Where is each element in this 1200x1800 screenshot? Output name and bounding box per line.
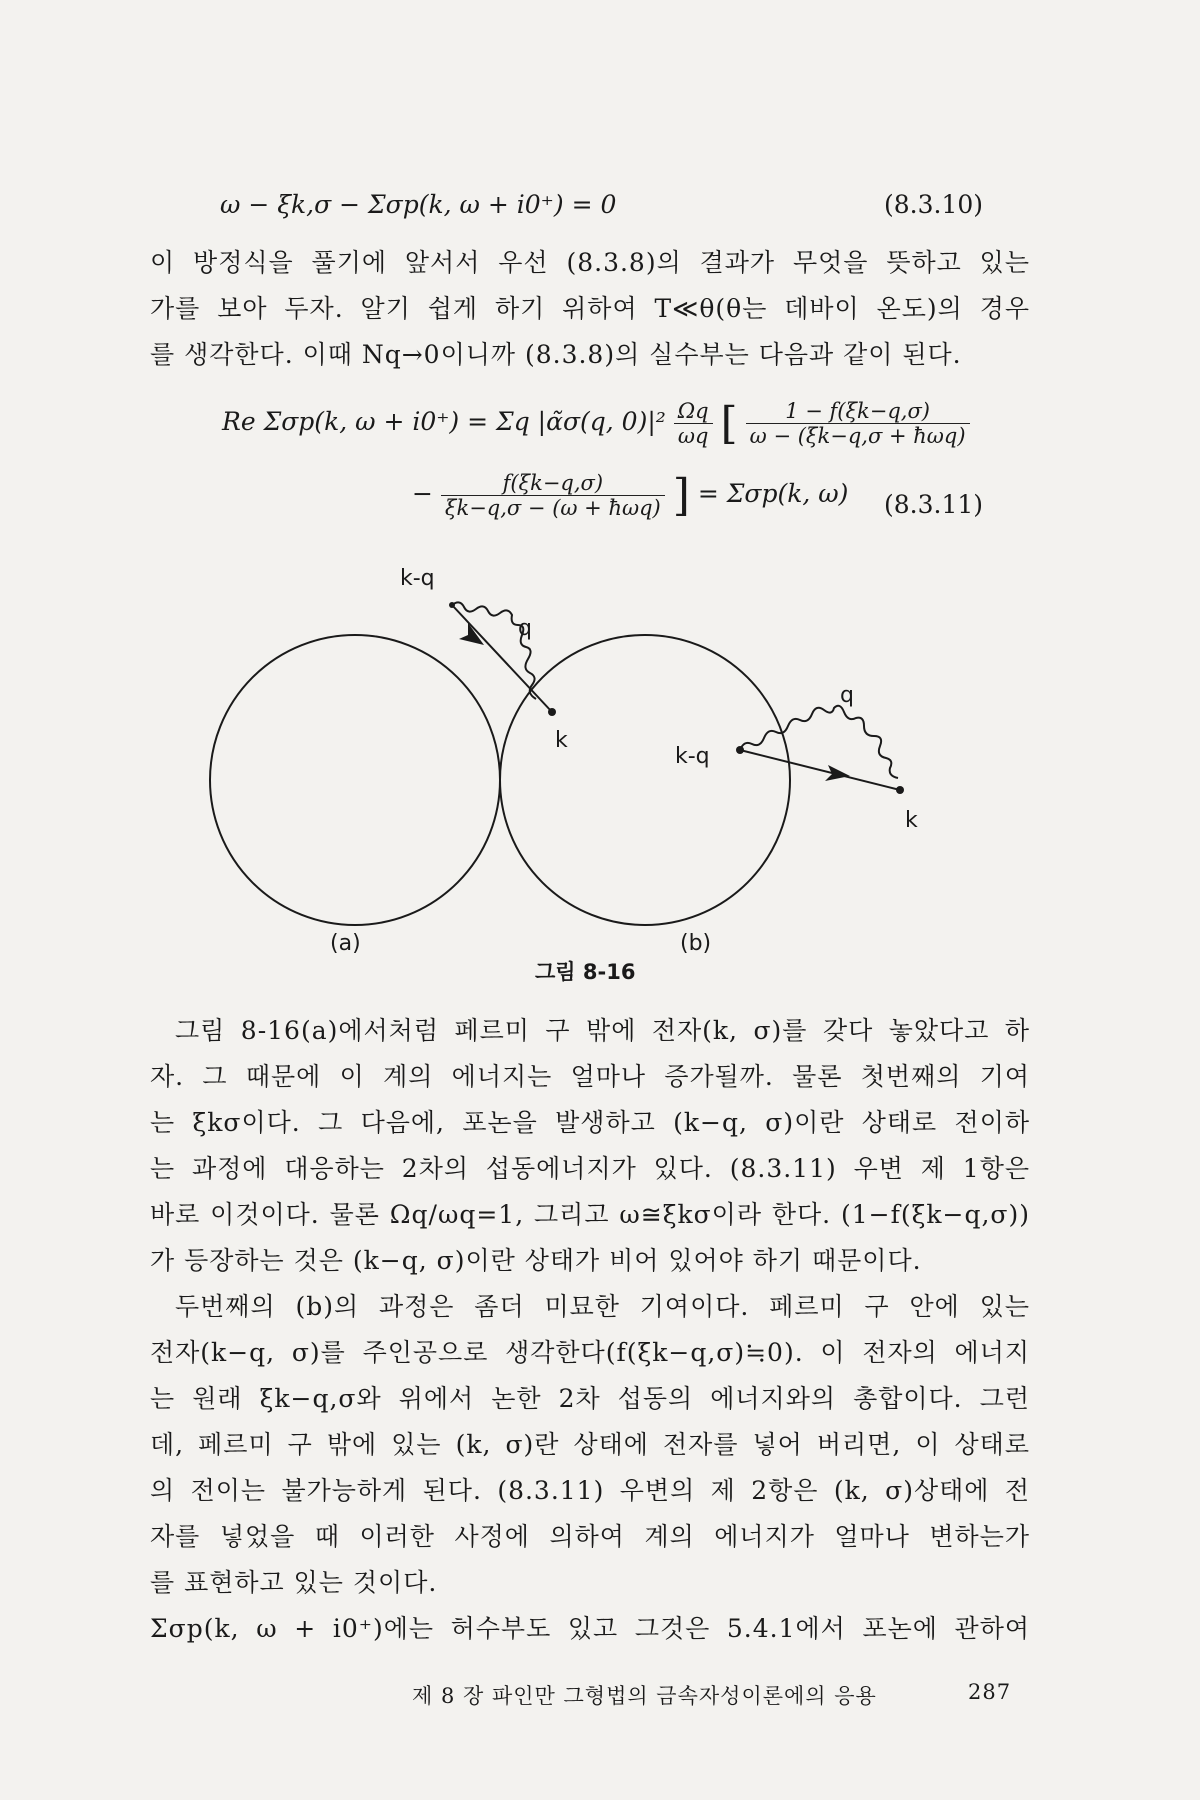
second-fraction (441, 471, 665, 520)
ratio-fraction (674, 399, 713, 448)
paragraph-line: 전자(k−q, σ)를 주인공으로 생각한다(f(ξk−q,σ)≒0). 이 전자의 에너지 (150, 1338, 1030, 1367)
figure-caption: 그림 8-16 (535, 960, 636, 984)
vertex-k-a (548, 708, 556, 716)
equation-number-8-3-10: (8.3.10) (884, 190, 984, 219)
phonon-wavy-line-b (740, 706, 898, 778)
label-kq-b: k-q (675, 744, 710, 769)
second-denominator: ξk−q,σ − (ω + ħωq) (444, 496, 661, 520)
vertex-kq-b (736, 746, 744, 754)
equation-8-3-11-line2: − $\frac{f(\xi k-q,\sigma)}{\text{ξk−q,σ − (ω + ħωq)}}$ ] = Σσp(k, ω) (412, 470, 849, 521)
equation-number-8-3-11: (8.3.11) (884, 490, 984, 519)
equation-rhs: = Σσp(k, ω) (697, 479, 849, 508)
fermi-sphere-a (210, 635, 500, 925)
paragraph-line: 가 등장하는 것은 (k−q, σ)이란 상태가 비어 있어야 하기 때문이다. (150, 1246, 922, 1275)
paragraph-process-b (150, 1284, 1030, 1606)
figure-panel-b (500, 635, 918, 956)
paragraph-line: 두번째의 (b)의 과정은 좀더 미묘한 기여이다. 페르미 구 안에 있는 (175, 1292, 1030, 1321)
figure-panel-a (210, 566, 568, 956)
paragraph-line: 자. 그 때문에 이 계의 에너지는 얼마나 증가될까. 물론 첫번째의 기여 (150, 1062, 1030, 1091)
paragraph-line: 바로 이것이다. 물론 Ωq/ωq=1, 그리고 ω≅ξkσ이라 한다. (1−f(ξk−q,σ)) (150, 1200, 1030, 1229)
paragraph-process-a (150, 1008, 1030, 1284)
paragraph-imaginary-part (150, 1606, 1030, 1652)
label-k-b: k (905, 808, 918, 833)
paragraph-line: 의 전이는 불가능하게 된다. (8.3.11) 우변의 제 2항은 (k, σ)상태에 전 (150, 1476, 1030, 1505)
paragraph-line: 이 방정식을 풀기에 앞서서 우선 (8.3.8)의 결과가 무엇을 뜻하고 있는 (150, 248, 1030, 277)
equation-8-3-11-line1: Re Σσp(k, ω + i0⁺) = Σq |α̃σ(q, 0)|² $\frac{\Omega q}{\omega q}$ [ $\frac{1 - f(\xi k-q,\sigma)}{\text{ω − (ξk−q,σ + ħωq)}}$ (222, 398, 970, 449)
label-q-a: q (518, 616, 532, 641)
figure-8-16 (200, 565, 960, 960)
vertex-k-b (896, 786, 904, 794)
paragraph-line: 자를 넣었을 때 이러한 사정에 의하여 계의 에너지가 얼마나 변하는가 (150, 1522, 1030, 1551)
equation-8-3-10: ω − ξk,σ − Σσp(k, ω + i0⁺) = 0 (220, 190, 617, 219)
first-numerator: 1 − f(ξk−q,σ) (746, 399, 970, 424)
ratio-numerator: Ωq (674, 399, 713, 424)
fermi-sphere-b (500, 635, 790, 925)
paragraph-line: 는 과정에 대응하는 2차의 섭동에너지가 있다. (8.3.11) 우변 제 1항은 (150, 1154, 1030, 1183)
label-q-b: q (840, 683, 854, 708)
ratio-denominator: ωq (677, 424, 709, 448)
vertex-kq-a (449, 602, 455, 608)
electron-line-a (452, 605, 552, 712)
label-k-a: k (555, 728, 568, 753)
paragraph-line: 는 ξkσ이다. 그 다음에, 포논을 발생하고 (k−q, σ)이란 상태로 전이하 (150, 1108, 1030, 1137)
first-denominator: ω − (ξk−q,σ + ħωq) (749, 424, 966, 448)
paragraph-line: 가를 보아 두자. 알기 쉽게 하기 위하여 T≪θ(θ는 데바이 온도)의 경우 (150, 294, 1030, 323)
label-panel-b: (b) (680, 931, 712, 956)
page-number: 287 (968, 1680, 1012, 1704)
first-fraction (746, 399, 970, 448)
paragraph-line: 를 표현하고 있는 것이다. (150, 1568, 438, 1597)
paragraph-line: 그림 8-16(a)에서처럼 페르미 구 밖에 전자(k, σ)를 갖다 놓았다고 하 (175, 1016, 1030, 1045)
equation-lhs: Re Σσp(k, ω + i0⁺) = Σq |α̃σ(q, 0)|² (222, 407, 666, 436)
electron-line-b (740, 750, 900, 790)
paragraph-line: 를 생각한다. 이때 Nq→0이니까 (8.3.8)의 실수부는 다음과 같이 된다. (150, 340, 962, 369)
paragraph-line: 는 원래 ξk−q,σ와 위에서 논한 2차 섭동의 에너지와의 총합이다. 그런 (150, 1384, 1030, 1413)
paragraph-line: Σσp(k, ω + i0⁺)에는 허수부도 있고 그것은 5.4.1에서 포논에 관하여 (150, 1614, 1030, 1643)
paragraph-line: 데, 페르미 구 밖에 있는 (k, σ)란 상태에 전자를 넣어 버리면, 이 상태로 (150, 1430, 1030, 1459)
label-kq-a: k-q (400, 566, 435, 591)
label-panel-a: (a) (330, 931, 361, 956)
running-head: 제 8 장 파인만 그형법의 금속자성이론에의 응용 (412, 1684, 877, 1708)
second-numerator: f(ξk−q,σ) (441, 471, 665, 496)
paragraph-intro (150, 240, 1030, 378)
